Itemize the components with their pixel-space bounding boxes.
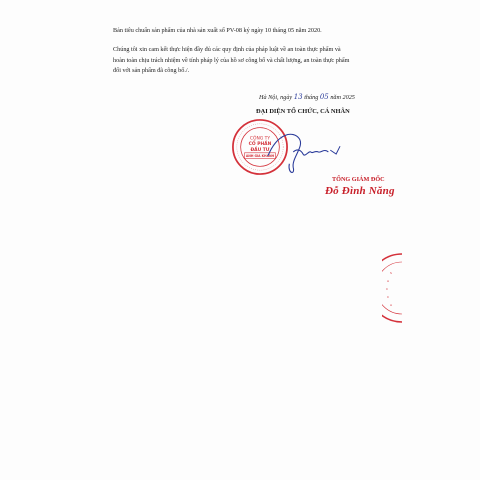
svg-text:C: C xyxy=(386,287,389,291)
edge-seal xyxy=(382,252,402,324)
director-name: Đỗ Đình Năng xyxy=(325,185,395,197)
date-month-word: tháng xyxy=(304,94,319,101)
director-title: TỔNG GIÁM ĐỐC xyxy=(332,176,385,183)
date-month: 05 xyxy=(319,93,329,101)
date-year: năm 2025 xyxy=(330,94,355,101)
date-line xyxy=(259,93,355,101)
svg-text:S: S xyxy=(390,271,392,275)
handwritten-signature xyxy=(264,128,342,180)
commitment-line: Chúng tôi xin cam kết thực hiện đầy đủ các quy định của pháp luật về an toàn thực phẩm và xyxy=(113,46,341,53)
svg-text:A: A xyxy=(390,303,393,307)
commitment-line: đối với sản phẩm đã công bố./. xyxy=(113,67,190,75)
svg-text:CÔNG TY: CÔNG TY xyxy=(249,136,271,142)
paragraph-commitment xyxy=(113,45,349,77)
date-day: 13 xyxy=(293,93,303,101)
svg-text:CỔ PHẦN: CỔ PHẦN xyxy=(248,142,272,148)
svg-text:ĐẦU TƯ: ĐẦU TƯ xyxy=(250,147,270,153)
svg-text:C: C xyxy=(387,295,390,299)
organization-representative-title: ĐẠI DIỆN TỔ CHỨC, CÁ NHÂN xyxy=(256,108,350,115)
commitment-line: hoàn toàn chịu trách nhiệm về tính pháp lý của hồ sơ công bố và chất lượng, an toàn thực phẩm xyxy=(113,56,350,64)
date-place: Hà Nội, ngày xyxy=(259,94,293,101)
svg-text:ANH GIA KHANH: ANH GIA KHANH xyxy=(245,154,275,159)
paragraph-standard: Bản tiêu chuẩn sản phẩm của nhà sản xuất số PV-08 ký ngày 10 tháng 05 năm 2020. xyxy=(113,27,322,34)
svg-text:A: A xyxy=(387,279,390,283)
